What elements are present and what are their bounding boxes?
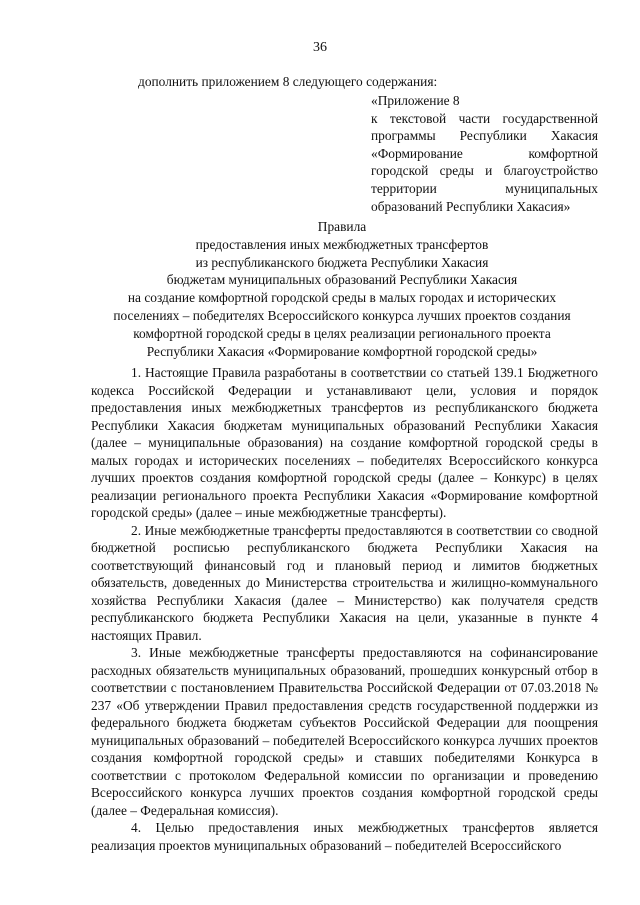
paragraph-3: 3. Иные межбюджетные трансферты предоставляются на софинансирование расходных обязательств муниципальных образований, прошедших конкурсный отбор в соответствии с постановлением Правительства Российской Федерации от 07.03.2018 № 237 «Об утверждении Правил предоставления средств государственной поддержки из федерального бюджета бюджетам субъектов Российской Федерации для поощрения муниципальных образований – победителей Всероссийского конкурса лучших проектов создания комфортной городской среды» и ставших победителями Конкурса в соответствии с протоколом Федеральной комиссии по организации и проведению Всероссийского конкурса лучших проектов создания комфортной городской среды (далее – Федеральная комиссия). [91, 645, 598, 818]
appendix-block [371, 92, 598, 215]
body-text [91, 364, 598, 854]
page-number: 36 [313, 40, 327, 55]
title-line: на создание комфортной городской среды в малых городах и исторических [127, 290, 557, 306]
title-line: из республиканского бюджета Республики Хакасия [195, 254, 489, 270]
intro-line: дополнить приложением 8 следующего содержания: [138, 74, 438, 89]
appendix-line: к текстовой части государственной [371, 110, 598, 126]
title-line: комфортной городской среды в целях реализации регионального проекта [133, 325, 551, 341]
title-line: поселениях – победителях Всероссийского конкурса лучших проектов создания [113, 307, 571, 323]
appendix-line: программы Республики Хакасия [371, 128, 598, 144]
appendix-line: образований Республики Хакасия» [371, 198, 571, 214]
appendix-line: городской среды и благоустройство [371, 163, 598, 179]
title-line: предоставления иных межбюджетных трансфертов [195, 236, 489, 252]
paragraph-4: 4. Целью предоставления иных межбюджетных трансфертов является реализация проектов муниципальных образований – победителей Всероссийского [91, 820, 598, 853]
title-line: Республики Хакасия «Формирование комфортной городской среды» [146, 343, 538, 359]
appendix-line: «Приложение 8 [371, 93, 460, 108]
appendix-line: территории муниципальных [371, 180, 598, 196]
title-line: бюджетам муниципальных образований Республики Хакасия [166, 272, 518, 288]
paragraph-2: 2. Иные межбюджетные трансферты предоставляются в соответствии со сводной бюджетной росписью республиканского бюджета Республики Хакасия на соответствующий финансовый год и плановый период и лимитов бюджетных обязательств, доведенных до Министерства строительства и жилищно-коммунального хозяйства Республики Хакасия (далее – Министерство) как получателя средств республиканского бюджета Республики Хакасия на цели, указанные в пункте 4 настоящих Правил. [91, 522, 598, 643]
document-title [86, 218, 598, 360]
paragraph-1: 1. Настоящие Правила разработаны в соответствии со статьей 139.1 Бюджетного кодекса Российской Федерации и устанавливают цели, условия и порядок предоставления иных межбюджетных трансфертов из республиканского бюджета Республики Хакасия бюджетам муниципальных образований Республики Хакасия (далее – муниципальные образования) на создание комфортной городской среды в малых городах и исторических поселениях – победителях Всероссийского конкурса лучших проектов создания комфортной городской среды (далее – Конкурс) в целях реализации регионального проекта Республики Хакасия «Формирование комфортной городской среды» (далее – иные межбюджетные трансферты). [91, 365, 598, 520]
appendix-line: «Формирование комфортной [371, 145, 598, 161]
title-line: Правила [317, 219, 367, 234]
